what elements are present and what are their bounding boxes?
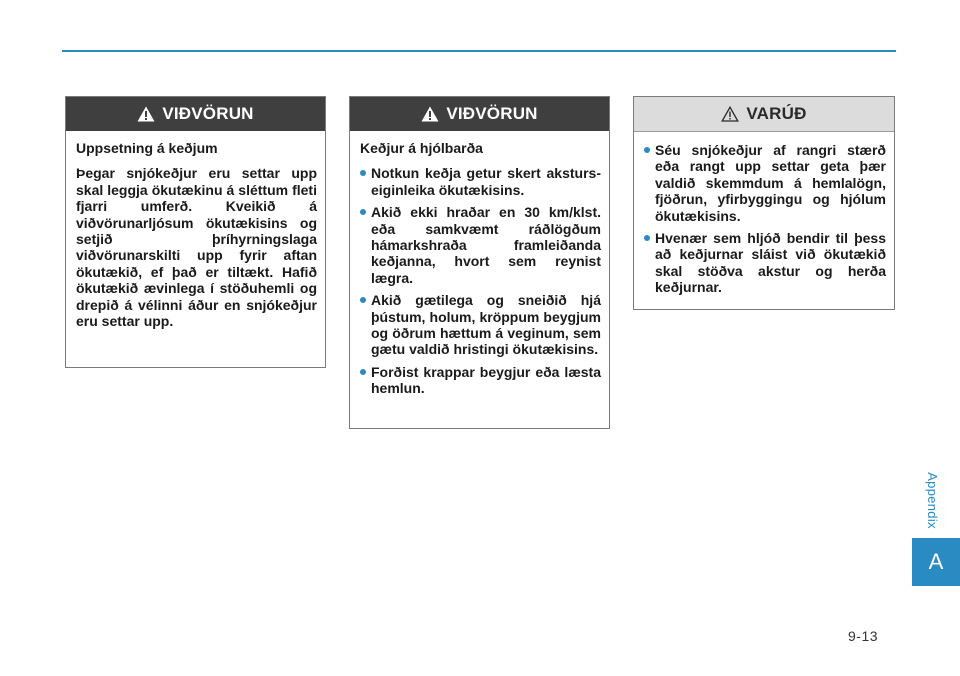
section-label: Appendix (924, 471, 940, 529)
box-heading: Uppsetning á keðjum (76, 140, 218, 156)
bullet-dot (644, 235, 650, 241)
box-paragraph: Þegar snjókeðjur eru settar upp skal leggja ökutækinu á sléttum fleti fjarri umferð. Kveikið á viðvörunarljósum ökutækisins og setjið þríhyrningslaga viðvörunarskilti upp fyrir aftan ökutækið, ef það er tiltækt. Hafið ökutækið ævinlega í stöðuhemli og drepið á vélinni áður en snjókeðjur eru settar upp. (76, 165, 317, 330)
bullet-dot (360, 170, 366, 176)
bullet-dot (360, 209, 366, 215)
warning-header (350, 97, 609, 131)
bullet-list (644, 142, 886, 296)
warning-header-label: VIÐVÖRUN (162, 104, 254, 123)
section-tab: A (912, 538, 960, 586)
warning-outline-icon (721, 106, 739, 122)
list-item: Forðist krappar beygjur eða læsta hemlun. (360, 364, 601, 397)
warning-box-tire-chains (349, 96, 610, 429)
list-item: Hvenær sem hljóð bendir til þess að keðjurnar sláist við ökutækið skal stöðva akstur og herða keðjurnar. (644, 230, 886, 296)
warning-filled-icon (137, 106, 155, 122)
list-item: Akið ekki hraðar en 30 km/klst. eða samkvæmt ráðlögðum hámarkshraða framleiðanda keðjanna, hvort sem reynist lægra. (360, 204, 601, 286)
bullet-dot (644, 147, 650, 153)
warning-header (66, 97, 325, 131)
list-item: Akið gætilega og sneiðið hjá þústum, holum, kröppum beygjum og öðrum hættum á veginum, sem gætu valdið hristingi ökutækisins. (360, 292, 601, 358)
warning-header-label: VIÐVÖRUN (446, 104, 538, 123)
page-number: 9-13 (848, 628, 879, 644)
list-item: Séu snjókeðjur af rangri stærð eða rangt upp settar geta þær valdið skemmdum á hemlalögn, fjöðrun, yfirbyggingu og hjólum ökutækisins. (644, 142, 886, 224)
top-rule (62, 50, 896, 52)
box-heading: Keðjur á hjólbarða (360, 140, 483, 156)
caution-header-label: VARÚÐ (746, 104, 807, 123)
bullet-list (360, 165, 601, 396)
warning-box-chain-installation (65, 96, 326, 368)
list-item: Notkun keðja getur skert aksturs- eiginleika ökutækisins. (360, 165, 601, 198)
bullet-dot (360, 297, 366, 303)
bullet-dot (360, 369, 366, 375)
warning-filled-icon (421, 106, 439, 122)
caution-box (633, 96, 895, 310)
caution-header (634, 97, 894, 132)
